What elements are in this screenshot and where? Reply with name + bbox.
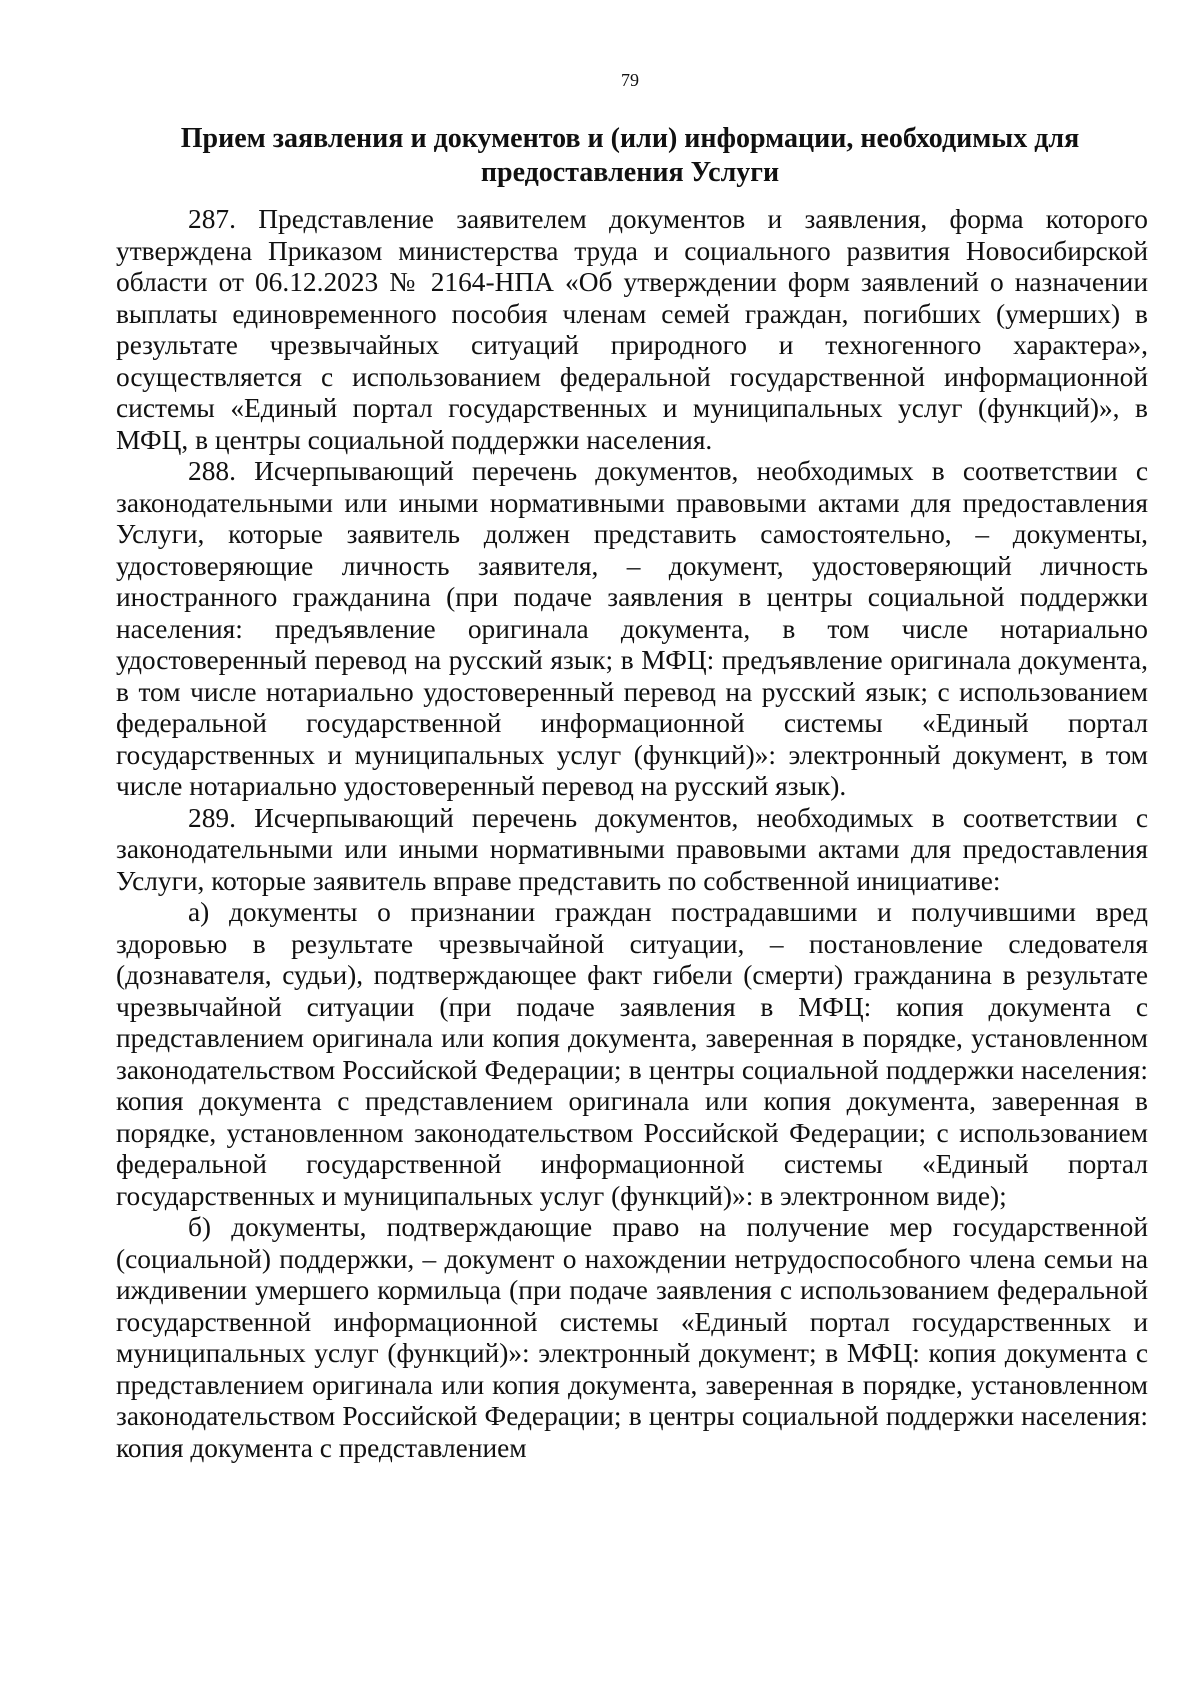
paragraph-289: 289. Исчерпывающий перечень документов, необходимых в соответствии с законодательными или иными нормативными правовыми актами для предоставления Услуги, которые заявитель вправе представить по собственной инициативе: <box>116 802 1148 896</box>
section-heading: Прием заявления и документов и (или) информации, необходимых для предоставления Услуги <box>180 123 1080 188</box>
page-number: 79 <box>621 70 639 90</box>
paragraph-289-a: а) документы о признании граждан пострадавшими и получившими вред здоровью в результате чрезвычайной ситуации, – постановление следователя (дознавателя, судьи), подтверждающее факт гибели (смерти) гражданина в результате чрезвычайной ситуации (при подаче заявления в МФЦ: копия документа с представлением оригинала или копия документа, заверенная в порядке, установленном законодательством Российской Федерации; в центры социальной поддержки населения: копия документа с представлением оригинала или копия документа, заверенная в порядке, установленном законодательством Российской Федерации; с использованием федеральной государственной информационной системы «Единый портал государственных и муниципальных услуг (функций)»: в электронном виде); <box>116 897 1148 1211</box>
paragraph-289-b: б) документы, подтверждающие право на получение мер государственной (социальной) поддержки, – документ о нахождении нетрудоспособного члена семьи на иждивении умершего кормильца (при подаче заявления с использованием федеральной государственной информационной системы «Единый портал государственных и муниципальных услуг (функций)»: электронный документ; в МФЦ: копия документа с представлением оригинала или копия документа, заверенная в порядке, установленном законодательством Российской Федерации; в центры социальной поддержки населения: копия документа с представлением <box>116 1212 1148 1463</box>
paragraph-288: 288. Исчерпывающий перечень документов, необходимых в соответствии с законодательными или иными нормативными правовыми актами для предоставления Услуги, которые заявитель должен представить самостоятельно, – документы, удостоверяющие личность заявителя, – документ, удостоверяющий личность иностранного гражданина (при подаче заявления в центры социальной поддержки населения: предъявление оригинала документа, в том числе нотариально удостоверенный перевод на русский язык; в МФЦ: предъявление оригинала документа, в том числе нотариально удостоверенный перевод на русский язык; с использованием федеральной государственной информационной системы «Единый портал государственных и муниципальных услуг (функций)»: электронный документ, в том числе нотариально удостоверенный перевод на русский язык). <box>116 456 1148 801</box>
document-body <box>116 204 1148 1464</box>
paragraph-287: 287. Представление заявителем документов и заявления, форма которого утверждена Приказом министерства труда и социального развития Новосибирской области от 06.12.2023 № 2164-НПА «Об утверждении форм заявлений о назначении выплаты единовременного пособия членам семей граждан, погибших (умерших) в результате чрезвычайных ситуаций природного и техногенного характера», осуществляется с использованием федеральной государственной информационной системы «Единый портал государственных и муниципальных услуг (функций)», в МФЦ, в центры социальной поддержки населения. <box>116 204 1148 455</box>
